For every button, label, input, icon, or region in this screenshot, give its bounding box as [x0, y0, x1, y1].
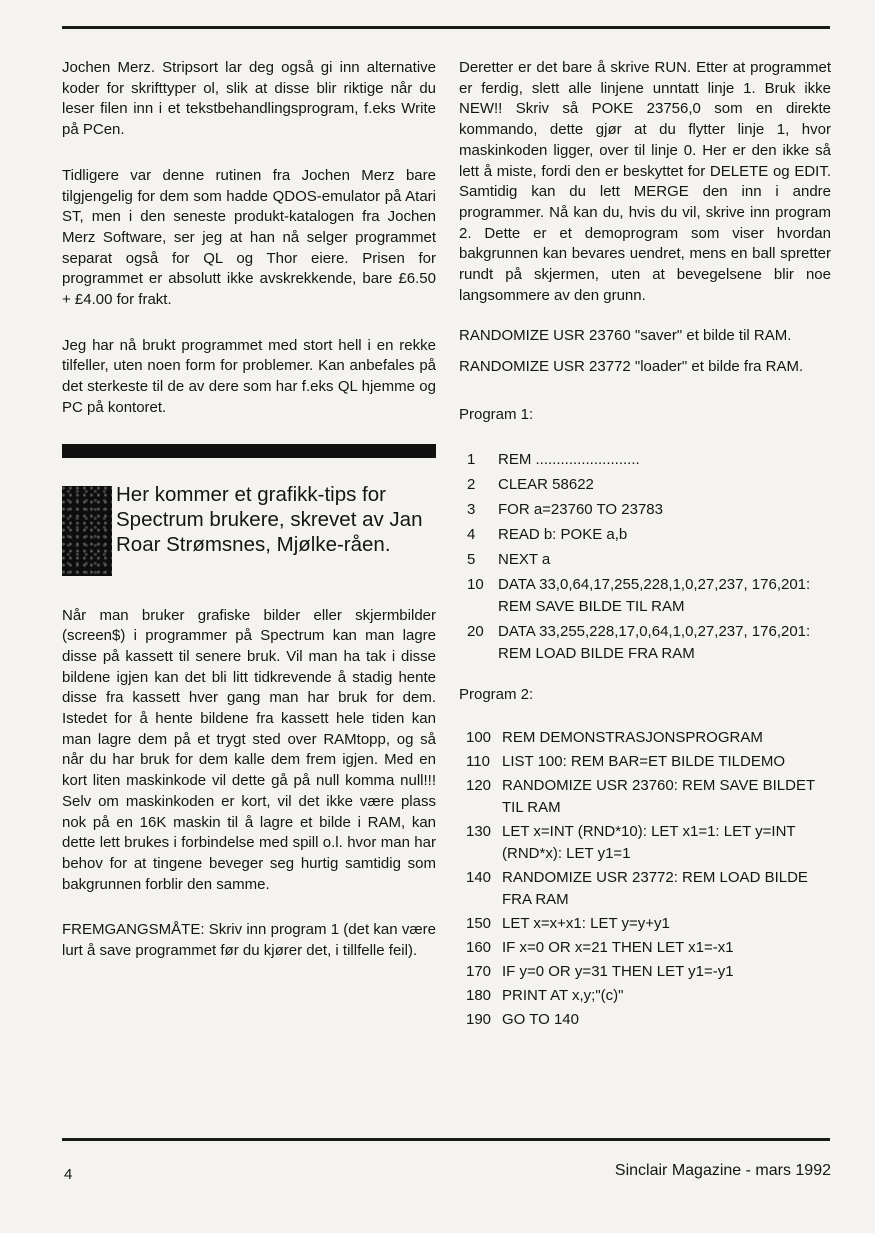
code-line: 130 LET x=INT (RND*10): LET x1=1: LET y=INT (RND*x): LET y1=1 [466, 823, 796, 863]
command-loader: RANDOMIZE USR 23772 "loader" et bilde fra RAM. [459, 357, 804, 375]
paragraph-availability: Tidligere var denne rutinen fra Jochen Merz bare tilgjengelig for dem som hadde QDOS-emulator på Atari ST, men i den seneste produkt-katalogen fra Jochen Merz Software, ser jeg at han nå selger programmet separat også for QL og Thor eiere. Prisen for programmet er absolutt ikke avskrekkende, bare £6.50 + £4.00 for frakt. [62, 166, 436, 309]
code-line: 140 RANDOMIZE USR 23772: REM LOAD BILDE FRA RAM [466, 869, 808, 909]
program2-label: Program 2: [459, 686, 534, 704]
code-line: 170 IF y=0 OR y=31 THEN LET y1=-y1 [466, 963, 734, 981]
right-column [459, 58, 831, 1051]
code-line: 1 REM ......................... [467, 451, 640, 469]
paragraph-instructions: Deretter er det bare å skrive RUN. Etter at programmet er ferdig, slett alle linjene unntatt linje 1. Bruk ikke NEW!! Skriv så POKE 23756,0 som en direkte kommando, dette gjør at du flytter linje 1, hvor maskinkoden ligger, over til linje 0. Her er den ikke så lett å miste, fordi den er beskyttet for DELETE og EDIT. Samtidig kan du lett MERGE den inn i andre programmer. Nå kan du, hvis du vil, skrive inn program 2. Dette er et demoprogram som viser hvordan bakgrunnen kan bevares uendret, mens en ball spretter rundt på skjermen, uten at bevegelsene blir noe langsommere av den grunn. [459, 59, 831, 304]
program1-label: Program 1: [459, 406, 534, 424]
paragraph-stripsort: Jochen Merz. Stripsort lar deg også gi inn alternative koder for skrifttyper ol, slik at disse blir riktige når du leser filen inn i et tekstbehandlingsprogram, f.eks Write på PCen. [62, 59, 436, 139]
code-line: 190 GO TO 140 [466, 1011, 579, 1029]
code-line: 120 RANDOMIZE USR 23760: REM SAVE BILDET TIL RAM [466, 777, 815, 817]
page-number: 4 [64, 1166, 73, 1183]
command-saver: RANDOMIZE USR 23760 "saver" et bilde til RAM. [459, 327, 792, 345]
paragraph-graphics: Når man bruker grafiske bilder eller skjermbilder (screen$) i programmer på Spectrum kan man lagre disse på kassett til senere bruk. Vil man ha tak i disse bildene igjen kan det bli litt tidkrevende å stadig hente disse fra kassett hver gang man har bruk for dem. Istedet for å hente bildene fra kassett hele tiden kan man lagre dem på et trygt sted over RAMtopp, og så når du har bruk for dem kalle dem frem igjen. Med en kort liten maskinkode vil dette gå på null komma null!!! Selv om maskinkoden er kort, vil det ikke være plass nok på en 16K maskin til å lagre et bilde i RAM, kan dette lett brukes i forbindelse med spill o.l. hvor man har behov for at tingene beveger seg hurtig samtidig som bakgrunnen forblir den samme. [62, 606, 436, 893]
program2-listing [459, 727, 831, 1031]
program1-listing [459, 449, 831, 665]
code-line: 4 READ b: POKE a,b [467, 526, 628, 544]
code-line: 2 CLEAR 58622 [467, 476, 594, 494]
paragraph-procedure: FREMGANGSMÅTE: Skriv inn program 1 (det kan være lurt å save programmet før du kjører det, i tillfelle feil). [62, 921, 436, 960]
code-line: 5 NEXT a [467, 551, 551, 569]
code-line: 160 IF x=0 OR x=21 THEN LET x1=-x1 [466, 939, 734, 957]
article-intro [62, 482, 436, 576]
intro-decorative-block [62, 486, 112, 576]
code-line: 110 LIST 100: REM BAR=ET BILDE TILDEMO [466, 753, 786, 771]
magazine-footer: Sinclair Magazine - mars 1992 [614, 1162, 831, 1179]
code-line: 3 FOR a=23760 TO 23783 [467, 501, 663, 519]
code-line: 20 DATA 33,255,228,17,0,64,1,0,27,237, 176,201: REM LOAD BILDE FRA RAM [467, 623, 811, 663]
left-column [62, 58, 436, 987]
section-divider-bar [62, 444, 436, 458]
code-line: 100 REM DEMONSTRASJONSPROGRAM [466, 729, 763, 747]
intro-text: Her kommer et grafikk-tips for Spectrum brukere, skrevet av Jan Roar Strømsnes, Mjølke-råen. [116, 482, 423, 556]
top-rule [62, 26, 830, 29]
code-line: 10 DATA 33,0,64,17,255,228,1,0,27,237, 176,201: REM SAVE BILDE TIL RAM [467, 576, 811, 616]
code-line: 150 LET x=x+x1: LET y=y+y1 [466, 915, 670, 933]
bottom-rule [62, 1138, 830, 1141]
code-line: 180 PRINT AT x,y;"(c)" [466, 987, 624, 1005]
paragraph-recommendation: Jeg har nå brukt programmet med stort hell i en rekke tilfeller, uten noen form for problemer. Kan anbefales på det sterkeste til de av dere som har f.eks QL hjemme og PC på kontoret. [62, 336, 436, 416]
